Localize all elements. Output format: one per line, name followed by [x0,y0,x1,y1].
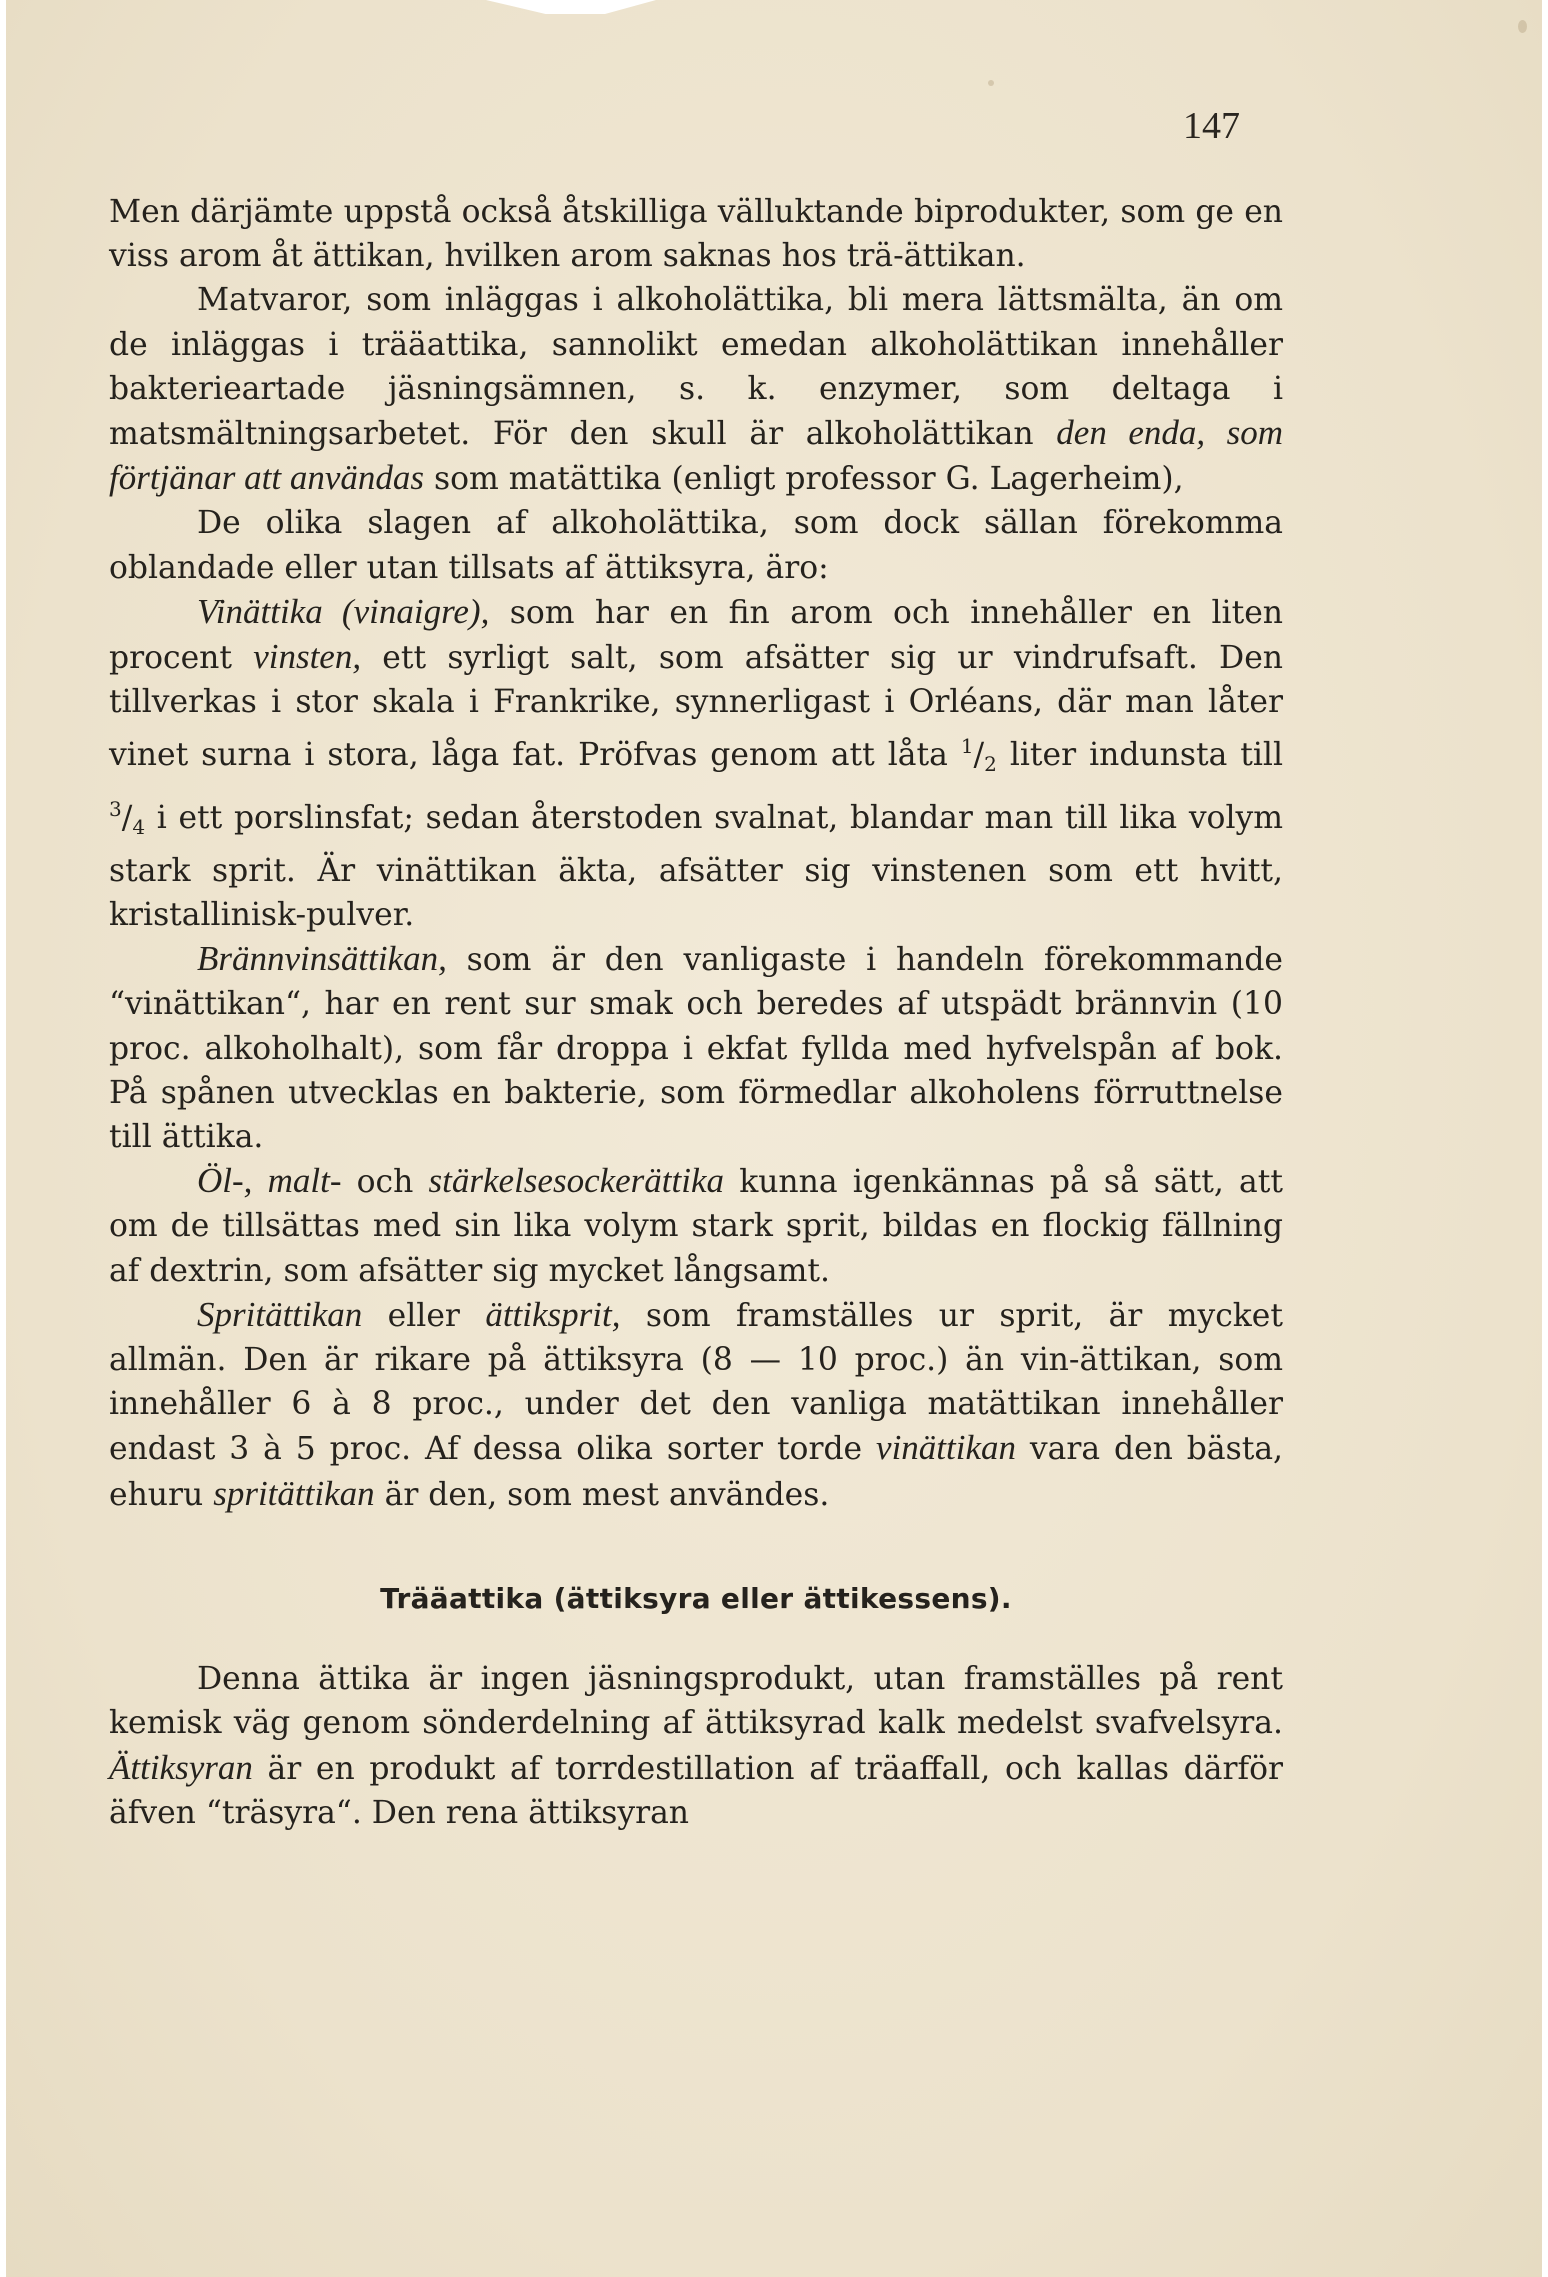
body-text [109,190,1283,1835]
text-run: som har en fin arom och innehåller en liten procent [109,594,1284,677]
paragraph [109,937,1283,1159]
text-run: Men därjämte uppstå också åtskilliga välluktande biprodukter, som ge en viss arom åt ättikan, hvilken arom saknas hos trä-ättikan. [109,194,1283,275]
fraction-denominator: 4 [132,814,146,839]
paragraph: Vinättika (vinaigre), som har en fin arom och innehåller en liten procent vinsten, ett syrligt salt, som afsätter sig ur vindrufsaft. Den tillverkas i stor skala i Frankrike, synnerligast i Orléans, där man låter vinet surna i stora, låga fat. Pröfvas genom att låta $^1/_2$ liter indunsta till $^3/_4$ i ett porslinsfat; sedan återstoden svalnat, blandar man till lika volym stark sprit. Är vinättikan äkta, afsätter sig vinstenen som ett hvitt, kristallinisk-pulver. [109,591,1284,934]
text-run: ett syrligt salt, som afsätter sig ur vindrufsaft. Den tillverkas i stor skala i Frankrike, synnerligast i Orléans, där man låter vinet surna i stora, låga fat. Pröfvas genom att låta [109,640,1283,774]
page-number: 147 [1183,105,1240,147]
italic-text: vinättikan [876,1428,1017,1468]
italic-text: den enda, som förtjänar att användas [109,413,1283,498]
italic-text: Vinättika (vinaigre), [197,591,490,631]
italic-text: vinsten, [253,637,362,677]
text-run: De olika slagen af alkoholättika, som dock sällan förekomma oblandade eller utan tillsats af ättiksyra, äro: [109,505,1283,586]
paragraph [109,190,1283,278]
text-run: i ett porslinsfat; sedan återstoden svalnat, blandar man till lika volym stark sprit. Är vinättikan äkta, afsätter sig vinstenen som ett hvitt, kristallinisk-pulver. [109,799,1283,934]
text-run: är den, som mest användes. [374,1476,830,1513]
paragraph [109,501,1283,589]
text-run: och [341,1164,429,1201]
italic-text: spritättikan [213,1473,375,1513]
paragraph [109,1159,1283,1293]
section-heading: Trääattika (ättiksyra eller ättikessens). [380,1581,1012,1615]
italic-text: malt- [267,1161,342,1201]
paragraph [109,1293,1283,1517]
fraction-denominator: 2 [984,752,997,777]
paragraph [109,278,1283,501]
text-run: vara den bästa, ehuru [109,1431,1284,1513]
text-run: eller [362,1297,486,1334]
document-page [6,0,1542,2277]
text-run: Matvaror, som inläggas i alkoholättika, bli mera lättsmälta, än om de inläggas i trääattika, sannolikt emedan alkoholättikan innehåller bakterieartade jäsningsämnen, s. k. enzymer, som deltaga i matsmältningsarbetet. För den skull är alkoholättikan [109,282,1283,453]
paper-stain [1518,20,1527,33]
italic-text: Brännvinsättikan, [197,939,447,979]
text-run: som matättika (enligt professor G. Lagerheim), [424,461,1184,498]
fraction-numerator: 1 [960,734,974,759]
italic-text: ättiksprit, [485,1294,621,1334]
text-run: Denna ättika är ingen jäsningsprodukt, utan framställes på rent kemisk väg genom sönderdelning af ättiksyrad kalk medelst svafvelsyra. [109,1661,1283,1742]
text-run: liter indunsta till [996,737,1284,774]
italic-text: Öl-, [197,1161,253,1201]
text-run: som är den vanligaste i handeln förekommande “vinättikan“, har en rent sur smak och beredes af utspädt brännvin (10 proc. alkoholhalt), som får droppa i ekfat fyllda med hyfvelspån af bok. På spånen utvecklas en bakterie, som förmedlar alkoholens förruttnelse till ättika. [109,942,1283,1156]
text-run: som framställes ur sprit, är mycket allmän. Den är rikare på ättiksyra (8 — 10 proc.) än vin-ättikan, som innehåller 6 à 8 proc., under det den vanliga matättikan innehåller endast 3 à 5 proc. Af dessa olika sorter torde [109,1297,1283,1468]
fraction-numerator: 3 [109,796,122,821]
italic-text: stärkelsesockerättika [428,1161,725,1201]
paper-stain [988,80,994,86]
page-edge-notch [486,0,656,14]
text-run: kunna igenkännas på så sätt, att om de tillsättas med sin lika volym stark sprit, bildas en flockig fällning af dextrin, som afsätter sig mycket långsamt. [109,1164,1283,1289]
italic-text: Spritättikan [197,1294,363,1334]
paragraph [109,1657,1283,1835]
text-run: är en produkt af torrdestillation af träaffall, och kallas därför äfven “träsyra“. Den rena ättiksyran [109,1750,1283,1831]
italic-text: Ättiksyran [109,1747,253,1787]
